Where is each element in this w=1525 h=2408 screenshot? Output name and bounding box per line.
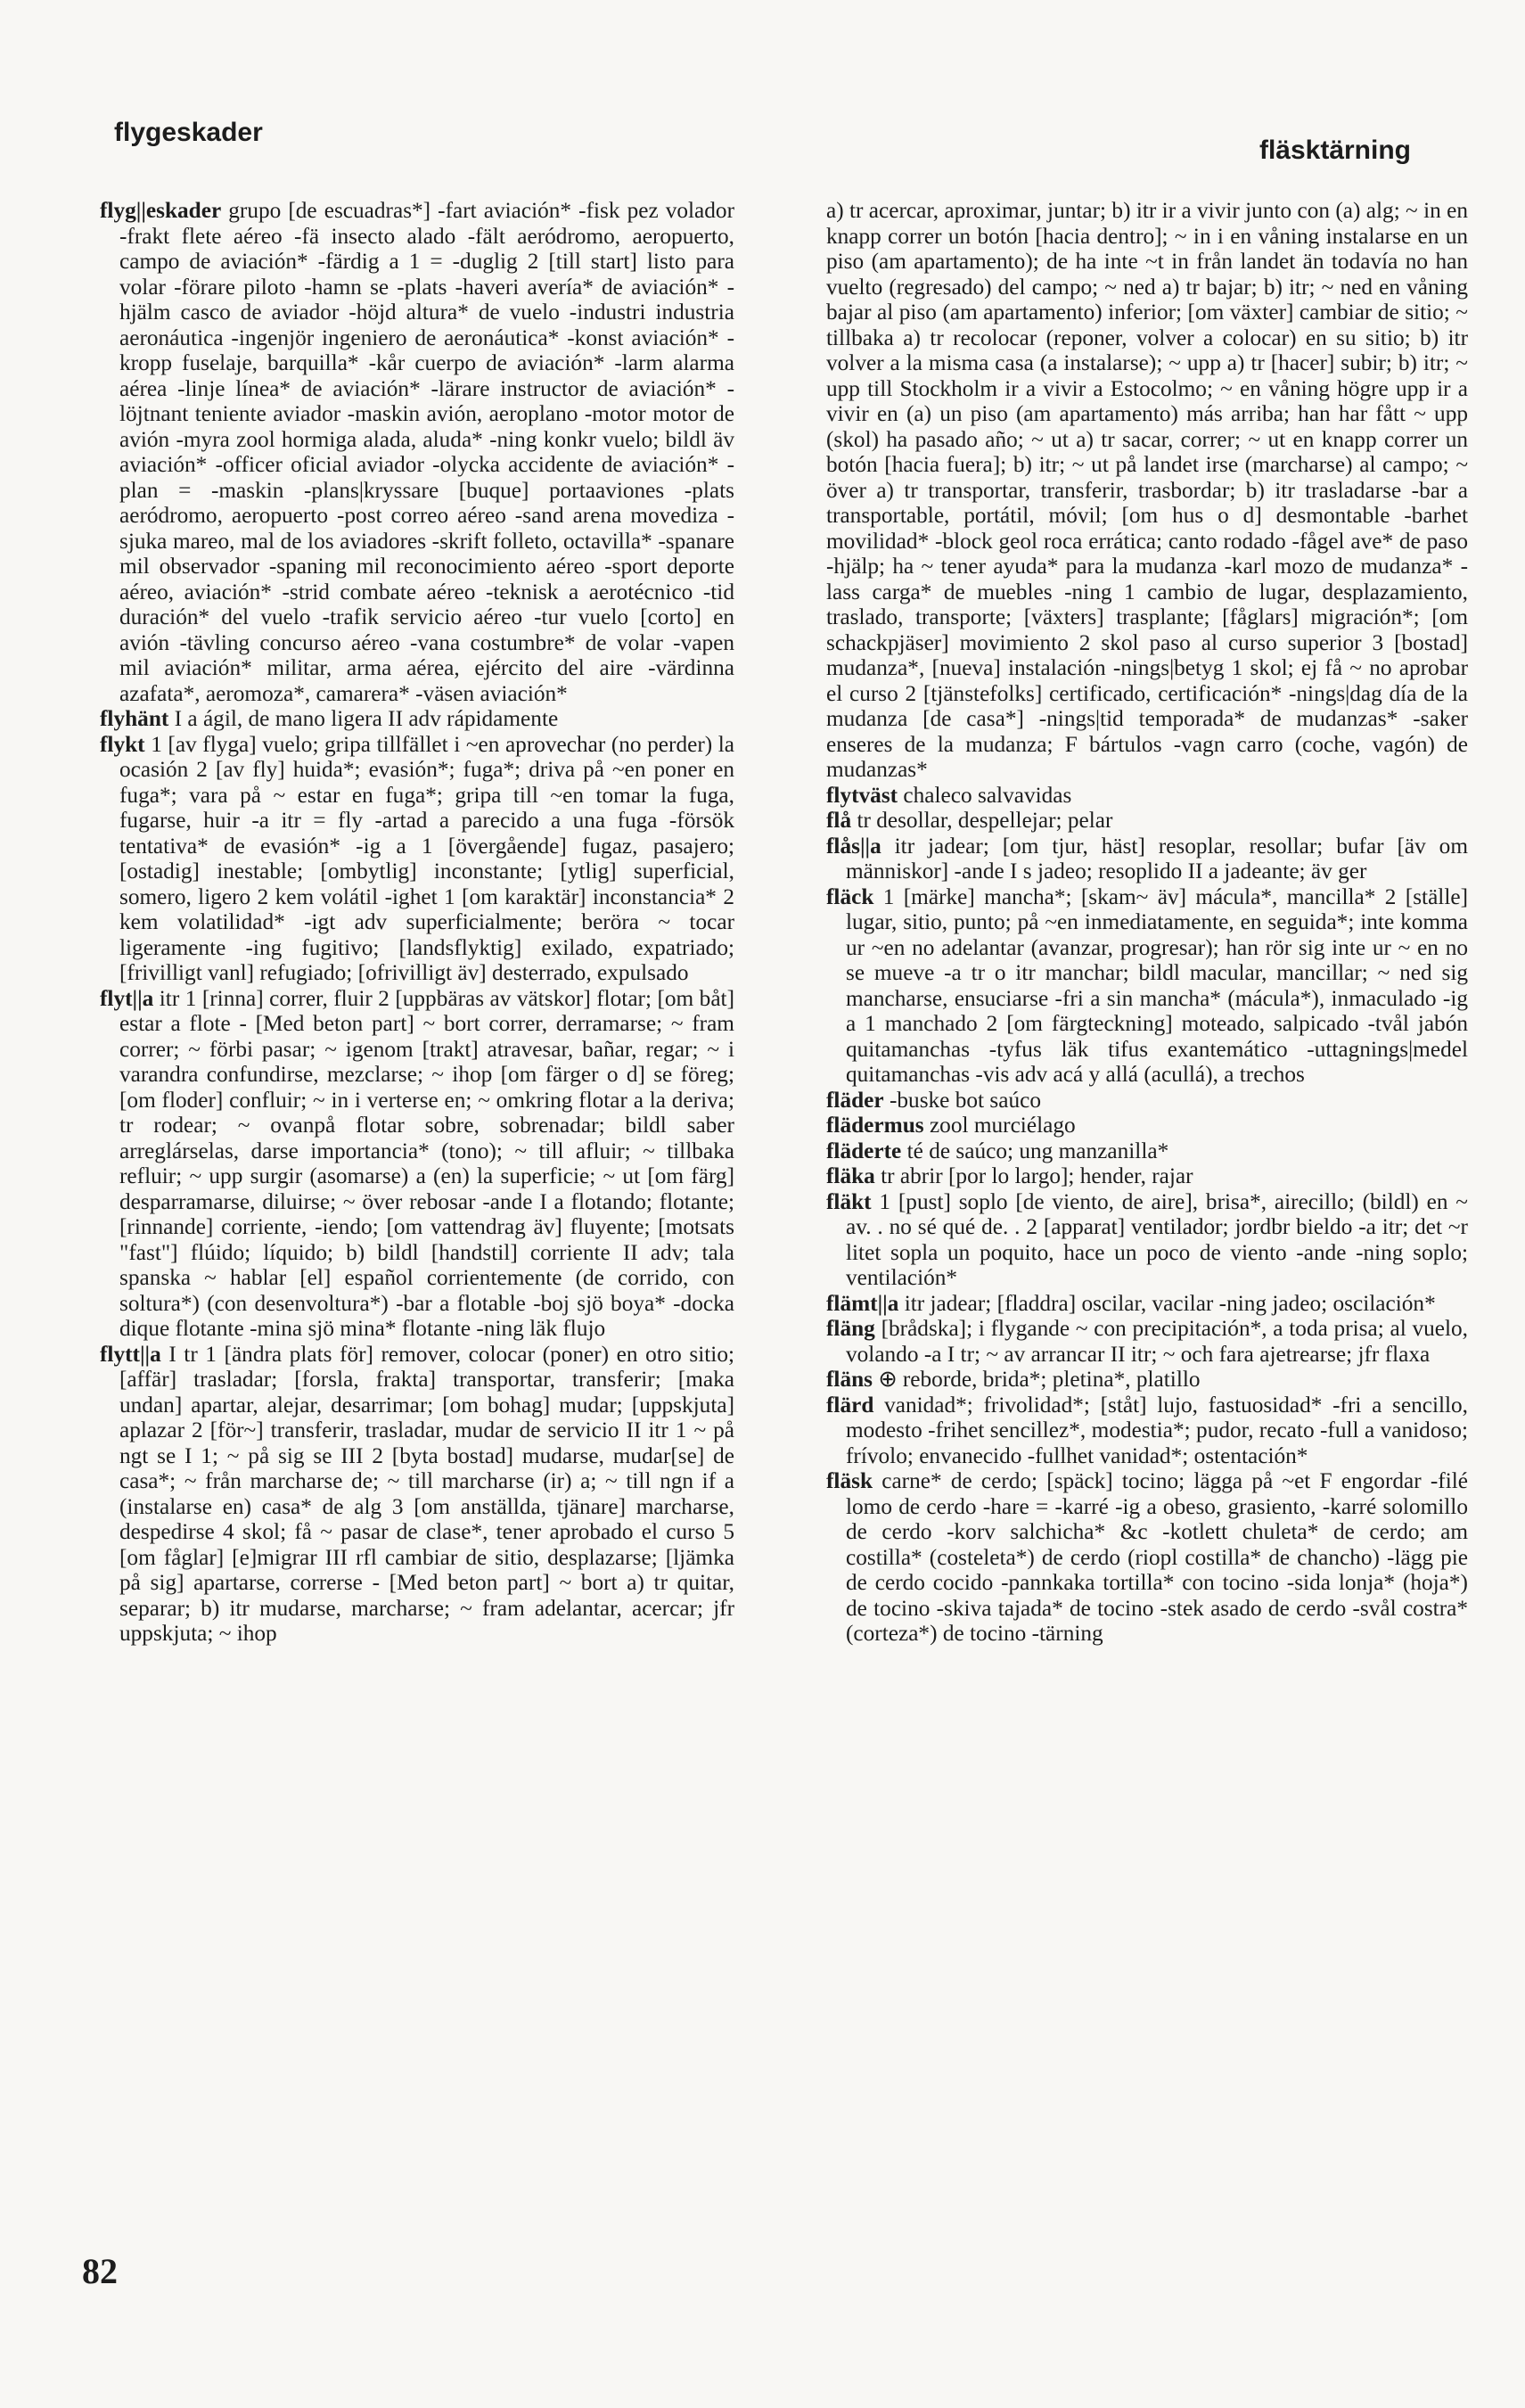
definition: itr jadear; [fladdra] oscilar, vacilar -ning jadeo; oscilación* bbox=[904, 1290, 1436, 1316]
dictionary-entry bbox=[826, 1138, 1468, 1164]
dictionary-entry bbox=[100, 706, 734, 732]
definition: I tr 1 [ändra plats för] remover, colocar (poner) en otro sitio; [affär] trasladar; [forsla, frakta] transportar, transferir; [maka undan] apartar, alejar, desarrimar; [om bohag] mudar; [uppskjuta] aplazar 2 [för~] transferir, trasladar, mudar de servicio II itr 1 ~ på ngt se I 1; ~ på sig se III 2 [byta bostad] mudarse, mudar[se] de casa*; ~ från marcharse de; ~ till marcharse (ir) a; ~ till ngn if a (instalarse en) casa* de alg 3 [om anställda, tjänare] marcharse, despedirse 4 skol; få ~ pasar de clase*, tener aprobado el curso 5 [om fåglar] [e]migrar III rfl cambiar de sitio, desplazarse; [ljämka på sig] apartarse, correrse - [Med beton part] ~ bort a) tr quitar, separar; b) itr mudarse, marcharse; ~ fram adelantar, acercar; jfr uppskjuta; ~ ihop bbox=[119, 1341, 734, 1646]
headword: fläsk bbox=[826, 1468, 873, 1493]
definition: té de saúco; ung manzanilla* bbox=[906, 1138, 1169, 1163]
page-number: 82 bbox=[82, 2251, 118, 2291]
dictionary-entry bbox=[100, 986, 734, 1342]
definition: -buske bot saúco bbox=[889, 1087, 1041, 1113]
headword: flyt||a bbox=[100, 985, 154, 1011]
dictionary-entry bbox=[826, 1367, 1468, 1393]
dictionary-entry bbox=[826, 1468, 1468, 1647]
definition: zool murciélago bbox=[929, 1113, 1076, 1138]
definition: tr abrir [por lo largo]; hender, rajar bbox=[881, 1163, 1193, 1188]
headword: flämt||a bbox=[826, 1290, 899, 1316]
definition: carne* de cerdo; [späck] tocino; lägga på ~et F engordar -filé lomo de cerdo -hare = -karré -ig a obeso, grasiento, -karré solomillo de cerdo -korv salchicha* &c -kotlett chuleta* de cerdo; am costilla* (costeleta*) de cerdo (riopl costilla* de chancho) -lägg pie de cerdo cocido -pannkaka tortilla* con tocino -sida lonja* (hoja*) de tocino -skiva tajada* de tocino -stek asado de cerdo -svål costra* (corteza*) de tocino -tärning bbox=[846, 1468, 1469, 1646]
headword: flytväst bbox=[826, 782, 898, 808]
definition: tr desollar, despellejar; pelar bbox=[857, 808, 1113, 833]
headword: fläka bbox=[826, 1163, 875, 1188]
headword: fläng bbox=[826, 1316, 875, 1341]
definition: 1 [märke] mancha*; [skam~ äv] mácula*, mancilla* 2 [ställe] lugar, sitio, punto; på ~en inmediatamente, en seguida*; inte komma ur ~en no adelantar (avanzar, progresar); han rör sig inte ur ~ en no se mueve -a tr o itr manchar; bildl macular, mancillar; ~ ned sig mancharse, ensuciarse -fri a sin mancha* (mácula*), inmaculado -ig a 1 manchado 2 [om färgteckning] moteado, salpicado -tvål jabón quitamanchas -tyfus läk tifus exantemático -uttagnings|medel quitamanchas -vis adv acá y allá (acullá), a trechos bbox=[846, 883, 1469, 1087]
dictionary-entry bbox=[826, 783, 1468, 809]
running-head-left: flygeskader bbox=[114, 118, 263, 147]
definition: a) tr acercar, aproximar, juntar; b) itr ir a vivir junto con (a) alg; ~ in en knapp correr un botón [hacia dentro]; ~ in i en våning instalarse en un piso (am apartamento); de ha inte ~t in från landet än todavía no han vuelto (regresado) del campo; ~ ned a) tr bajar; b) itr; ~ ned en våning bajar al piso (am apartamento) inferior; [om växter] cambiar de sitio; ~ tillbaka a) tr recolocar (reponer, volver a colocar) en su sitio; b) itr volver a la misma casa (a instalarse); ~ upp a) tr [hacer] subir; b) itr; ~ upp till Stockholm ir a vivir a Estocolmo; ~ en våning högre upp ir a vivir en (a) un piso (am apartamento) más arriba; han har fått ~ upp (skol) ha pasado año; ~ ut a) tr sacar, correr; ~ ut en knapp correr un botón [hacia fuera]; b) itr; ~ ut på landet irse (marcharse) al campo; ~ över a) tr transportar, transferir, trasbordar; b) itr trasladarse -bar a transportable, portátil, móvil; [om hus o d] desmontable -barhet movilidad* -block geol roca errática; canto rodado -fågel ave* de paso -hjälp; ha ~ tener ayuda* para la mudanza -karl mozo de mudanza* -lass carga* de muebles -ning 1 cambio de lugar, desplazamiento, traslado, transporte; [växters] trasplante; [fåglars] migración*; [om schackpjäser] movimiento 2 skol paso al curso superior 3 [bostad] mudanza*, [nueva] instalación -nings|betyg 1 skol; ej få ~ no aprobar el curso 2 [tjänstefolks] certificado, certificación* -nings|dag día de la mudanza [de casa*] -nings|tid temporada* de mudanzas* -saker enseres de la mudanza; F bártulos -vagn carro (coche, vagón) de mudanzas* bbox=[826, 198, 1468, 782]
headword: flås||a bbox=[826, 833, 881, 859]
right-column bbox=[826, 198, 1468, 1647]
headword: flyg||eskader bbox=[100, 198, 222, 223]
headword: fläder bbox=[826, 1087, 884, 1113]
definition: 1 [av flyga] vuelo; gripa tillfället i ~en aprovechar (no perder) la ocasión 2 [av fly] huida*; evasión*; fuga*; driva på ~en poner en fuga*; vara på ~ estar en fuga*; gripa till ~en tomar la fuga, fugarse, huir -a itr = fly -artad a parecido a una fuga -försök tentativa* de evasión* -ig a 1 [övergående] fugaz, pasajero; [ostadig] inestable; [ombytlig] inconstante; [ytlig] superficial, somero, ligero 2 kem volátil -ighet 1 [om karaktär] inconstancia* 2 kem volatilidad* -igt adv superficialmente; beröra ~ tocar ligeramente -ing fugitivo; [landsflyktig] exilado, expatriado; [frivilligt vanl] refugiado; [ofrivilligt äv] desterrado, expulsado bbox=[119, 731, 734, 985]
headword: flykt bbox=[100, 731, 145, 757]
dictionary-entry bbox=[826, 1189, 1468, 1291]
headword: fläderte bbox=[826, 1138, 902, 1163]
definition: vanidad*; frivolidad*; [ståt] lujo, fastuosidad* -fri a sencillo, modesto -frihet sencillez*, modestia*; pudor, recato -full a vanidoso; frívolo; envanecido -fullhet vanidad*; ostentación* bbox=[846, 1392, 1468, 1468]
headword: flädermus bbox=[826, 1113, 924, 1138]
dictionary-entry bbox=[100, 198, 734, 706]
running-head-right: fläsktärning bbox=[1259, 136, 1411, 165]
definition: grupo [de escuadras*] -fart aviación* -fisk pez volador -frakt flete aéreo -fä insecto alado -fält aeródromo, aeropuerto, campo de aviación* -färdig a 1 = -duglig 2 [till start] listo para volar -förare piloto -hamn se -plats -haveri avería* de aviación* -hjälm casco de aviador -höjd altura* de vuelo -industri industria aeronáutica -ingenjör ingeniero de aeronáutica* -konst aviación* -kropp fuselaje, barquilla* -kår cuerpo de aviación* -larm alarma aérea -linje línea* de aviación* -lärare instructor de aviación* -löjtnant teniente aviador -maskin avión, aeroplano -motor motor de avión -myra zool hormiga alada, aluda* -ning konkr vuelo; bildl äv aviación* -officer oficial aviador -olycka accidente de aviación* -plan = -maskin -plans|kryssare [buque] portaaviones -plats aeródromo, aeropuerto -post correo aéreo -sand arena movediza -sjuka mareo, mal de los aviadores -skrift folleto, octavilla* -spanare mil observador -spaning mil reconocimiento aéreo -sport deporte aéreo, aviación* -strid combate aéreo -teknisk a aerotécnico -tid duración* del vuelo -trafik servicio aéreo -tur vuelo [corto] en avión -tävling concurso aéreo -vana costumbre* de volar -vapen mil aviación* militar, arma aérea, ejército del aire -värdinna azafata*, aeromoza*, camarera* -väsen aviación* bbox=[119, 198, 735, 706]
headword: fläck bbox=[826, 883, 874, 909]
dictionary-entry bbox=[826, 1291, 1468, 1317]
headword: flytt||a bbox=[100, 1341, 161, 1367]
dictionary-entry bbox=[826, 808, 1468, 834]
definition: I a ágil, de mano ligera II adv rápidamente bbox=[174, 706, 559, 731]
definition: itr jadear; [om tjur, häst] resoplar, resollar; bufar [äv om människor] -ande I s jadeo; resoplido II a jadeante; äv ger bbox=[846, 833, 1469, 883]
dictionary-entry bbox=[826, 884, 1468, 1088]
definition: ⊕ reborde, brida*; pletina*, platillo bbox=[878, 1367, 1201, 1392]
definition: itr 1 [rinna] correr, fluir 2 [uppbäras av vätskor] flotar; [om båt] estar a flote - [Med beton part] ~ bort correr, derramarse; ~ fram correr; ~ förbi pasar; ~ igenom [trakt] atravesar, bañar, regar; ~ i varandra confundirse, mezclarse; ~ ihop [om färger o d] se föreg; [om floder] confluir; ~ in i verterse en; ~ omkring flotar a la deriva; tr rodear; ~ ovanpå flotar sobre, sobrenadar; bildl saber arreglárselas, darse importancia* (tono); ~ till afluir; ~ tillbaka refluir; ~ upp surgir (asomarse) a (en) la superficie; ~ ut [om färg] desparramarse, diluirse; ~ över rebosar -ande I a flotando; flotante; [rinnande] corriente, -iendo; [om vattendrag äv] fluyente; [motsats "fast"] flúido; líquido; b) bildl [handstil] corriente II adv; tala spanska ~ hablar [el] español corrientemente (de corrido, con soltura*) (con desenvoltura*) -bar a flotable -boj sjö boya* -docka dique flotante -mina sjö mina* flotante -ning läk flujo bbox=[119, 985, 734, 1341]
dictionary-entry bbox=[826, 1163, 1468, 1189]
dictionary-entry bbox=[100, 732, 734, 986]
headword: fläkt bbox=[826, 1188, 872, 1214]
dictionary-entry bbox=[826, 1393, 1468, 1469]
definition: chaleco salvavidas bbox=[903, 782, 1072, 808]
headword: flå bbox=[826, 808, 852, 833]
definition: 1 [pust] soplo [de viento, de aire], brisa*, airecillo; (bildl) en ~ av. . no sé qué de. . 2 [apparat] ventilador; jordbr bieldo -a itr; det ~r litet sopla un poquito, hace un poco de viento -ande -ning soplo; ventilación* bbox=[846, 1188, 1468, 1290]
headword: fläns bbox=[826, 1367, 873, 1392]
dictionary-entry bbox=[826, 1088, 1468, 1114]
definition: [brådska]; i flygande ~ con precipitación*, a toda prisa; al vuelo, volando -a I tr; ~ av arrancar II itr; ~ och fara ajetrearse; jfr flaxa bbox=[846, 1316, 1469, 1367]
dictionary-entry bbox=[100, 1342, 734, 1647]
left-column bbox=[100, 198, 734, 1647]
dictionary-entry bbox=[826, 1113, 1468, 1138]
headword: flyhänt bbox=[100, 706, 169, 731]
dictionary-entry bbox=[826, 1316, 1468, 1367]
dictionary-entry-continued bbox=[826, 198, 1468, 783]
headword: flärd bbox=[826, 1392, 874, 1418]
dictionary-entry bbox=[826, 834, 1468, 884]
